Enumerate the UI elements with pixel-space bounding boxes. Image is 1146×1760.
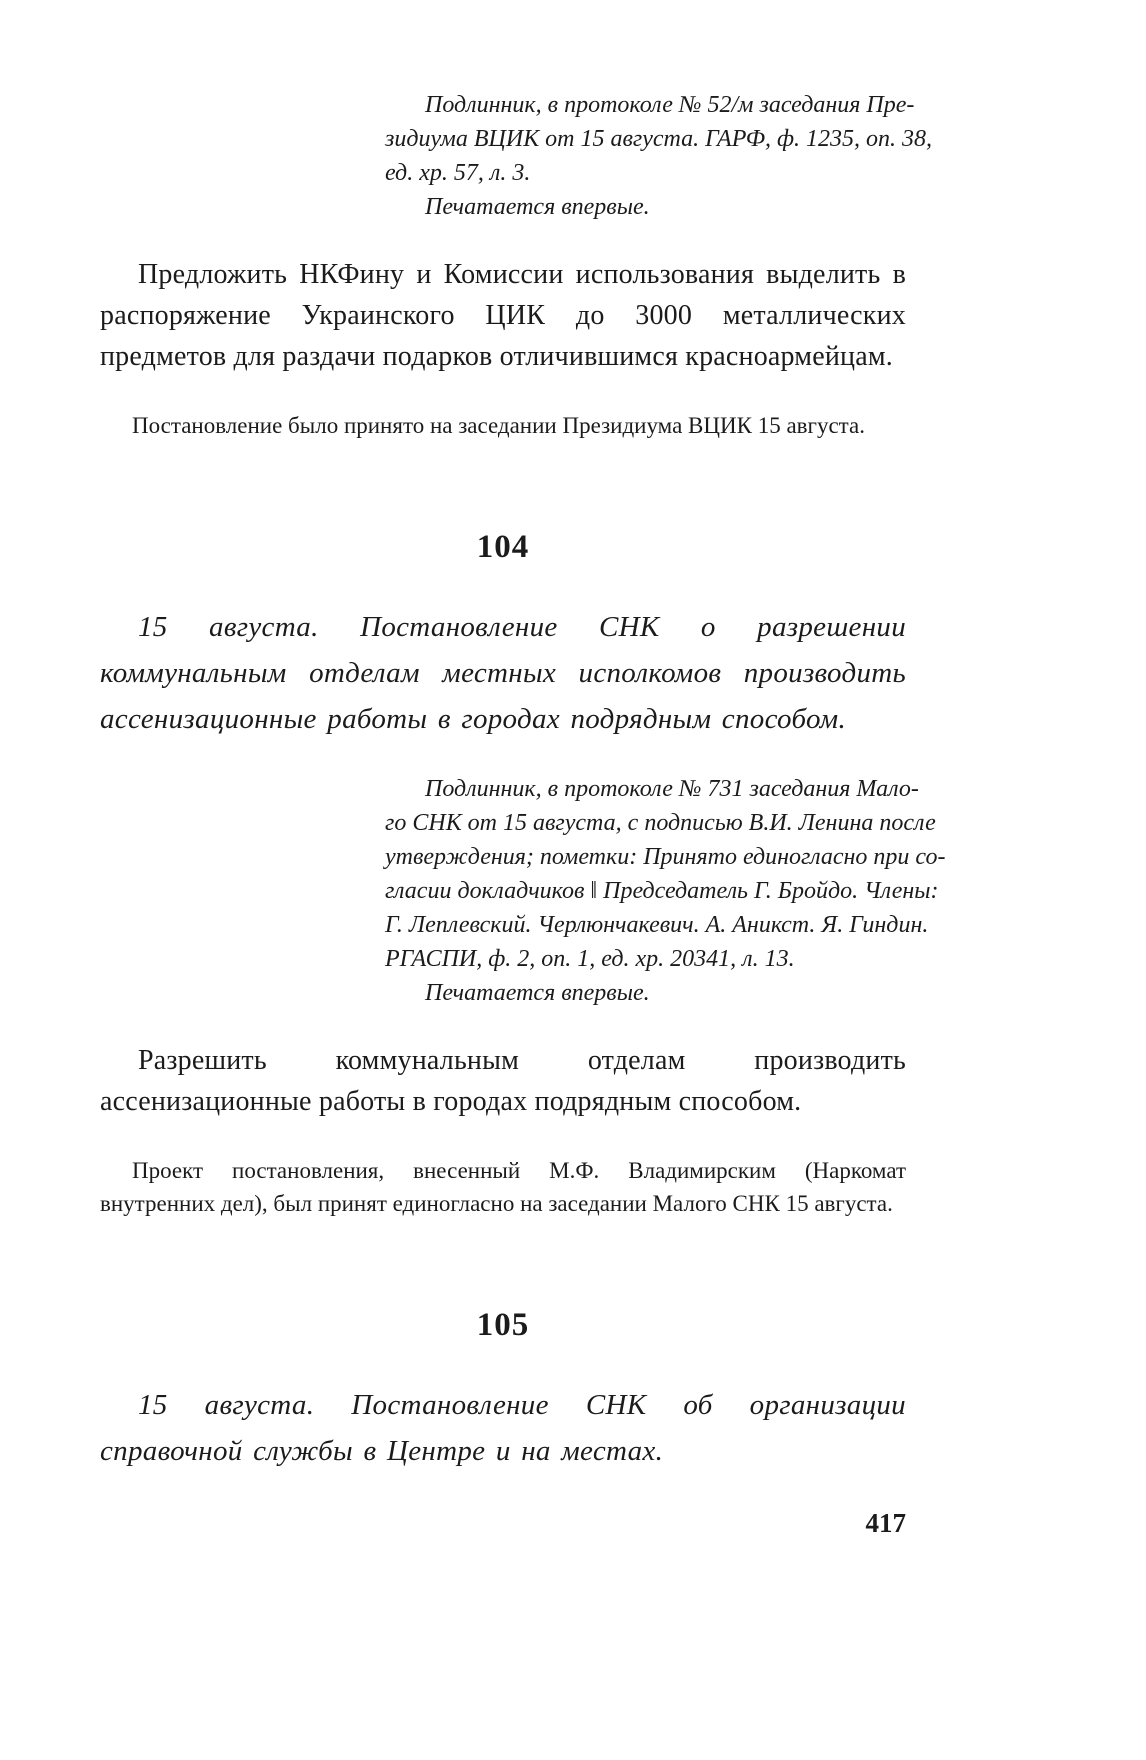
decree-paragraph-103: Предложить НКФину и Комиссии использования выделить в распоряжение Украинского ЦИК до 3000 металлических предметов для раздачи подарков отличившимся красноармейцам. [100,259,906,372]
citation-line: гласии докладчиков ‖ Председатель Г. Бройдо. Члены: [385,878,939,904]
editorial-note-103: Постановление было принято на заседании Президиума ВЦИК 15 августа. [132,413,865,438]
doc-103-tail [100,88,933,442]
citation-line: Подлинник, в протоколе № 52/м заседания Пре- [425,92,915,118]
citation-line: Г. Леплевский. Черлюнчакевич. А. Аникст. Я. Гиндин. [385,912,929,938]
citation-line: зидиума ВЦИК от 15 августа. ГАРФ, ф. 1235, оп. 38, [385,126,933,152]
document-title-104: 15 августа. Постановление СНК о разрешении коммунальным отделам местных исполкомов производить ассенизационные работы в городах подрядным способом. [100,611,906,735]
archival-citation-104 [385,772,946,1010]
doc-104 [100,524,946,1220]
citation-line: РГАСПИ, ф. 2, оп. 1, ед. хр. 20341, л. 13. [385,946,795,972]
citation-line: Печатается впервые. [425,194,650,220]
citation-line: ед. хр. 57, л. 3. [385,160,531,186]
citation-line: го СНК от 15 августа, с подписью В.И. Ленина после [385,810,936,836]
document-number-heading-104: 104 [476,529,530,565]
citation-line: Подлинник, в протоколе № 731 заседания Мало- [425,776,919,802]
page-number: 417 [865,1508,906,1538]
archival-citation-103 [385,88,933,224]
citation-line: Печатается впервые. [425,980,650,1006]
document-title-105: 15 августа. Постановление СНК об организации справочной службы в Центре и на местах. [100,1389,906,1467]
document-number-heading-105: 105 [476,1307,530,1343]
decree-paragraph-104: Разрешить коммунальным отделам производить ассенизационные работы в городах подрядным способом. [100,1045,906,1117]
doc-105 [100,1302,906,1474]
citation-line: утверждения; пометки: Принято единогласно при со- [385,844,946,870]
editorial-note-104: Проект постановления, внесенный М.Ф. Владимирским (Наркомат внутренних дел), был принят единогласно на заседании Малого СНК 15 августа. [100,1158,906,1216]
